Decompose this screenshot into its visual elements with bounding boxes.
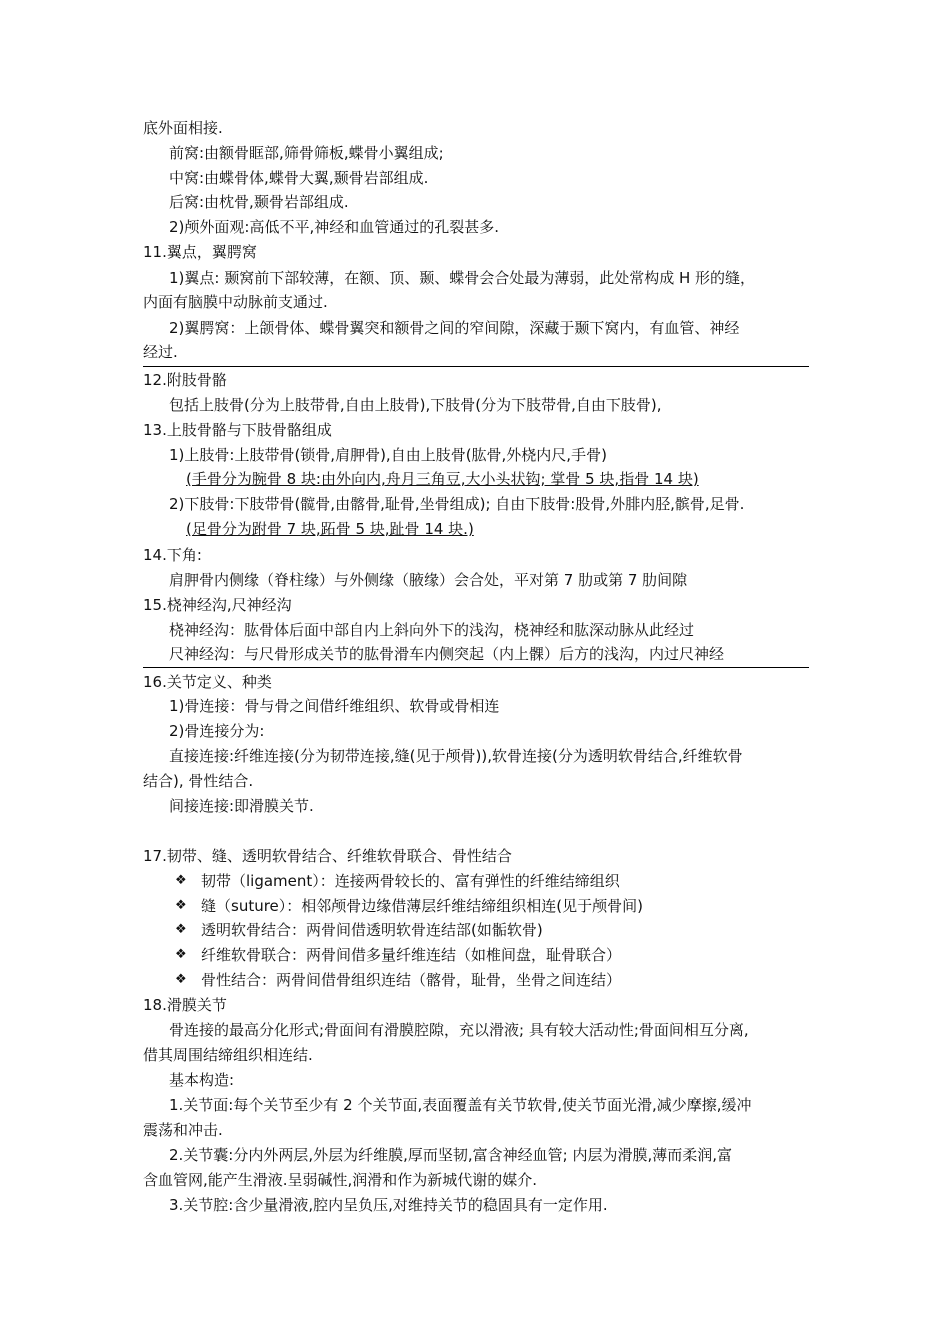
text-line: 直接连接:纤维连接(分为韧带连接,缝(见于颅骨)),软骨连接(分为透明软骨结合,纤维软骨 [169,747,743,765]
section-heading: 12.附肢骨骼 [143,371,227,389]
text-line: 1)翼点: 颞窝前下部较薄，在额、顶、颞、蝶骨会合处最为薄弱，此处常构成 H 形的缝， [169,269,756,287]
bullet-icon: ❖ [175,922,187,937]
text-line: 2)下肢骨:下肢带骨(髋骨,由髂骨,耻骨,坐骨组成); 自由下肢骨:股骨,外腓内胫,髌骨,足骨. [169,495,745,513]
text-line: 前窝:由额骨眶部,筛骨筛板,蝶骨小翼组成; [169,144,444,162]
list-item: 透明软骨结合：两骨间借透明软骨连结部(如骺软骨) [201,921,543,939]
text-line: 包括上肢骨(分为上肢带骨,自由上肢骨),下肢骨(分为下肢带骨,自由下肢骨), [169,396,662,414]
text-line: 2)颅外面观:高低不平,神经和血管通过的孔裂甚多. [169,218,499,236]
section-heading: 17.韧带、缝、透明软骨结合、纤维软骨联合、骨性结合 [143,847,512,865]
text-line: 含血管网,能产生滑液.呈弱碱性,润滑和作为新城代谢的媒介. [143,1171,538,1189]
list-item: 骨性结合：两骨间借骨组织连结（髂骨，耻骨，坐骨之间连结） [201,971,622,989]
section-heading: 16.关节定义、种类 [143,673,272,691]
text-line: 中窝:由蝶骨体,蝶骨大翼,颞骨岩部组成. [169,169,429,187]
list-item: 韧带（ligament）：连接两骨较长的、富有弹性的纤维结缔组织 [201,872,620,890]
text-line: 尺神经沟：与尺骨形成关节的肱骨滑车内侧突起（内上髁）后方的浅沟，内过尺神经 [169,645,725,663]
text-line: 后窝:由枕骨,颞骨岩部组成. [169,193,349,211]
underlined-note: (手骨分为腕骨 8 块:由外向内,舟月三角豆,大小头状钩; 掌骨 5 块,指骨 14 块) [186,470,699,488]
text-line: 肩胛骨内侧缘（脊柱缘）与外侧缘（腋缘）会合处，平对第 7 肋或第 7 肋间隙 [169,571,688,589]
list-item: 纤维软骨联合：两骨间借多量纤维连结（如椎间盘，耻骨联合） [201,946,622,964]
text-line: 震荡和冲击. [143,1121,223,1139]
section-heading: 13.上肢骨骼与下肢骨骼组成 [143,421,332,439]
text-line: 结合), 骨性结合. [143,772,254,790]
bullet-icon: ❖ [175,972,187,987]
text-line: 骨连接的最高分化形式;骨面间有滑膜腔隙，充以滑液; 具有较大活动性;骨面间相互分离, [169,1021,749,1039]
section-heading: 14.下角: [143,546,202,564]
text-line: 桡神经沟：肱骨体后面中部自内上斜向外下的浅沟，桡神经和肱深动脉从此经过 [169,621,695,639]
text-line: 经过. [143,343,178,361]
text-line: 1.关节面:每个关节至少有 2 个关节面,表面覆盖有关节软骨,使关节面光滑,减少摩擦,缓冲 [169,1096,752,1114]
text-line: 借其周围结缔组织相连结. [143,1046,313,1064]
bullet-icon: ❖ [175,898,187,913]
text-line: 1)上肢骨:上肢带骨(锁骨,肩胛骨),自由上肢骨(肱骨,外桡内尺,手骨) [169,446,607,464]
divider [143,366,809,367]
bullet-icon: ❖ [175,947,187,962]
text-line: 间接连接:即滑膜关节. [169,797,314,815]
section-heading: 15.桡神经沟,尺神经沟 [143,596,292,614]
text-line: 基本构造: [169,1071,235,1089]
text-line: 3.关节腔:含少量滑液,腔内呈负压,对维持关节的稳固具有一定作用. [169,1196,608,1214]
text-line: 2)翼腭窝：上颌骨体、蝶骨翼突和额骨之间的窄间隙，深藏于颞下窝内，有血管、神经 [169,319,740,337]
section-heading: 11.翼点，翼腭窝 [143,243,257,261]
text-line: 2)骨连接分为: [169,722,265,740]
text-line: 底外面相接. [143,119,223,137]
underlined-note: (足骨分为跗骨 7 块,跖骨 5 块,趾骨 14 块.) [186,520,474,538]
text-line: 2.关节囊:分内外两层,外层为纤维膜,厚而坚韧,富含神经血管; 内层为滑膜,薄而柔润,富 [169,1146,733,1164]
bullet-icon: ❖ [175,873,187,888]
section-heading: 18.滑膜关节 [143,996,227,1014]
divider [143,667,809,668]
text-line: 内面有脑膜中动脉前支通过. [143,293,328,311]
list-item: 缝（suture）：相邻颅骨边缘借薄层纤维结缔组织相连(见于颅骨间) [201,897,643,915]
text-line: 1)骨连接：骨与骨之间借纤维组织、软骨或骨相连 [169,697,500,715]
